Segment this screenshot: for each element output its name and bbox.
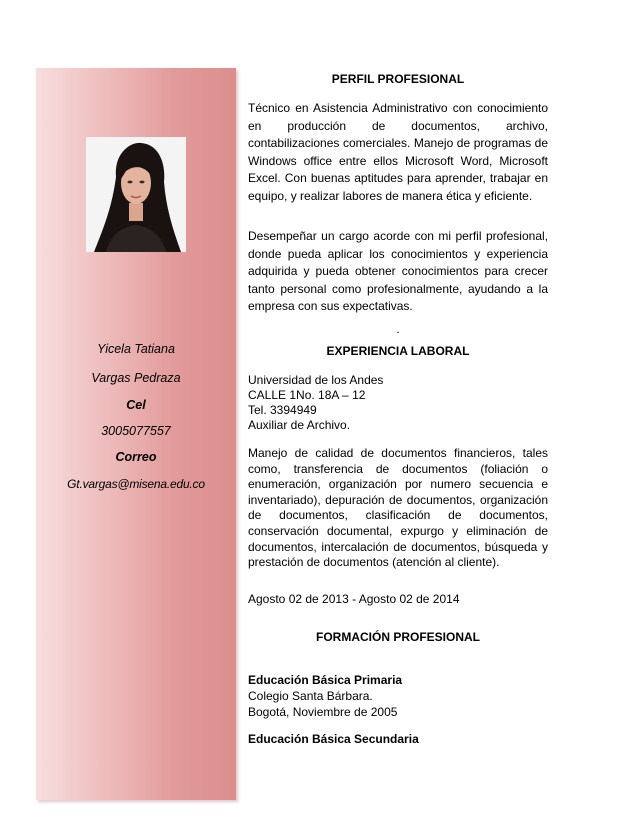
experience-description: Manejo de calidad de documentos financieros, tales como, transferencia de documentos (foliación o enumeración, organización por numero secuencia e inventariado), depuración de documentos, organización de documentos, clasificación de documentos, conservación documental, expurgo y eliminación de documentos, intercalación de documentos, búsqueda y prestación de documentos (atención al cliente). bbox=[248, 446, 548, 570]
profile-heading: PERFIL PROFESIONAL bbox=[331, 72, 465, 86]
experience-phone: Tel. 3394949 bbox=[248, 403, 317, 417]
experience-role: Auxiliar de Archivo. bbox=[248, 418, 351, 432]
education-primary-title: Educación Básica Primaria bbox=[248, 673, 403, 687]
profile-photo-image bbox=[86, 137, 186, 252]
profile-paragraph-1: Técnico en Asistencia Administrativo con conocimiento en producción de documentos, archivo, contabilizaciones comerciales. Manejo de programas de Windows office entre ellos Microsoft Word, Microsoft Excel. Con buenas aptitudes para aprender, trabajar en equipo, y realizar labores de manera ética y eficiente. bbox=[248, 101, 548, 203]
email-label: Correo bbox=[115, 450, 157, 464]
education-secondary-title: Educación Básica Secundaria bbox=[248, 732, 419, 746]
separator-dot: . bbox=[396, 322, 400, 336]
education-heading: FORMACIÓN PROFESIONAL bbox=[316, 630, 480, 644]
experience-heading: EXPERIENCIA LABORAL bbox=[326, 344, 470, 358]
phone-number: 3005077557 bbox=[101, 424, 171, 438]
email-address: Gt.vargas@misena.edu.co bbox=[67, 477, 205, 491]
name-second-line: Vargas Pedraza bbox=[91, 371, 181, 385]
experience-period: Agosto 02 de 2013 - Agosto 02 de 2014 bbox=[248, 592, 460, 606]
profile-photo bbox=[86, 137, 186, 252]
name-first-line: Yicela Tatiana bbox=[97, 342, 175, 356]
experience-address: CALLE 1No. 18A – 12 bbox=[248, 388, 366, 402]
experience-company: Universidad de los Andes bbox=[248, 373, 384, 387]
profile-paragraph-2: Desempeñar un cargo acorde con mi perfil profesional, donde pueda aplicar los conocimientos y experiencia adquirida y pueda obtener conocimientos para crecer tanto personal como profesionalmente, ayudando a la empresa con sus expectativas. bbox=[248, 229, 548, 313]
education-primary-place: Bogotá, Noviembre de 2005 bbox=[248, 705, 398, 719]
phone-label: Cel bbox=[126, 398, 146, 412]
education-primary-school: Colegio Santa Bárbara. bbox=[248, 689, 373, 703]
